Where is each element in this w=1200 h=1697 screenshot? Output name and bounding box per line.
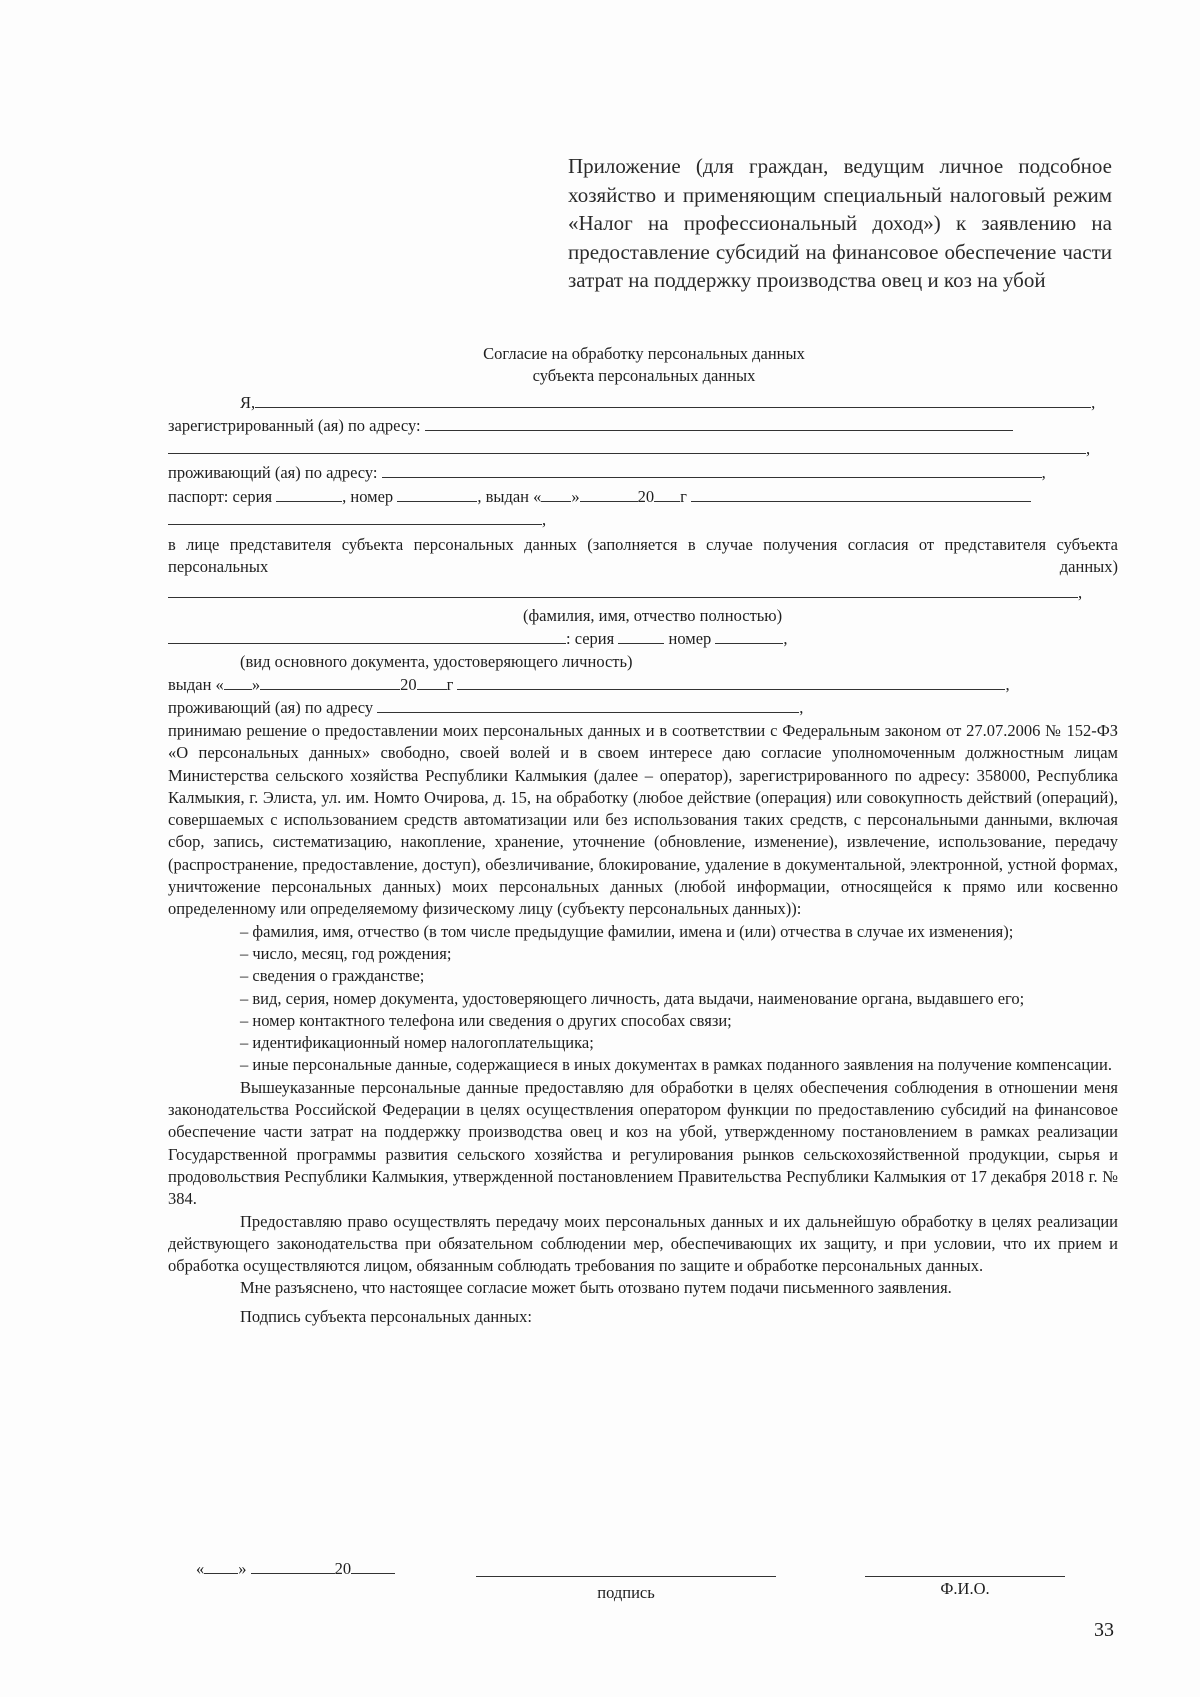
consent-subtitle: субъекта персональных данных: [532, 366, 756, 385]
form-line-name: [240, 392, 1120, 414]
quote-close: »: [238, 1559, 247, 1578]
registered-label: зарегистрированный (ая) по адресу:: [168, 416, 421, 435]
data-item-7: – иные персональные данные, содержащиеся в иных документах в рамках поданного заявления на получение компенсации.: [240, 1055, 1112, 1075]
quote-open: «: [196, 1559, 205, 1578]
number-label: номер: [668, 629, 712, 648]
signature-date: [196, 1558, 496, 1580]
year-suffix: г: [680, 487, 687, 506]
form-line-registered-cont: [168, 438, 1118, 460]
rep-issued-day-field[interactable]: [224, 674, 252, 690]
sign-year-field[interactable]: [351, 1558, 395, 1574]
quote-close: »: [251, 675, 261, 694]
issued-label: , выдан «: [477, 487, 542, 506]
issued-year-field[interactable]: [654, 486, 680, 502]
issued-day-field[interactable]: [541, 486, 571, 502]
signature-caption: подпись: [597, 1583, 655, 1602]
issued-by-field-2[interactable]: [168, 509, 542, 525]
comma: ,: [1078, 583, 1083, 602]
consent-paragraph-1: принимаю решение о предоставлении моих персональных данных и в соответствии с Федеральным законом от 27.07.2006 № 152-ФЗ «О персональных данных» свободно, своей волей и в своем интересе даю согласие уполномоченным должностным лицам Министерства сельского хозяйства Республики Калмыкия (далее – оператор), зарегистрированного по адресу: 358000, Республика Калмыкия, г. Элиста, ул. им. Номто Очирова, д. 15, на обработку (любое действие (операция) или совокупность действий (операций), совершаемых с использованием средств автоматизации или без использования таких средств, с персональными данными, включая сбор, запись, систематизацию, накопление, хранение, уточнение (обновление, изменение), извлечение, использование, передачу (распространение, предоставление, доступ), обезличивание, блокирование, удаление в документальной, электронной, устной формах, уничтожение персональных данных) моих персональных данных (любой информации, относящейся к прямо или косвенно определенному или определяемому физическому лицу (субъекту персональных данных)):: [168, 721, 1118, 919]
fio-caption: (фамилия, имя, отчество полностью): [523, 606, 783, 625]
data-item-4: – вид, серия, номер документа, удостоверяющего личность, дата выдачи, наименование органа, выдавшего его;: [240, 988, 1025, 1008]
comma: ,: [1086, 439, 1091, 458]
residing-address-field[interactable]: [382, 462, 1042, 478]
rep-issued-by-field[interactable]: [457, 674, 1005, 690]
consent-title: Согласие на обработку персональных данных: [483, 344, 805, 363]
passport-number-label: , номер: [342, 487, 394, 506]
year-prefix: 20: [334, 1559, 352, 1578]
ya-label: Я,: [240, 393, 256, 412]
rep-issued-year-field[interactable]: [417, 674, 447, 690]
comma: ,: [1091, 393, 1096, 412]
data-item-2: – число, месяц, год рождения;: [240, 943, 452, 963]
registered-address-field[interactable]: [425, 415, 1013, 431]
sign-day-field[interactable]: [204, 1558, 238, 1574]
consent-body: [168, 720, 1118, 1328]
data-item-6: – идентификационный номер налогоплательщика;: [240, 1033, 594, 1053]
quote-close: »: [571, 487, 580, 506]
comma: ,: [542, 510, 547, 529]
form-line-registered: [168, 415, 1118, 437]
fio-signature-caption: Ф.И.О.: [940, 1579, 990, 1598]
fio-signature-line[interactable]: [865, 1576, 1065, 1577]
issued-month-field[interactable]: [580, 486, 638, 502]
name-field[interactable]: [255, 392, 1091, 408]
consent-paragraph-3: Предоставляю право осуществлять передачу моих персональных данных и их дальнейшую обработку в целях реализации действующего законодательства при обязательном соблюдении мер, обеспечивающих их защиту, и при условии, что их прием и обработка осуществляются лицом, обязанным соблюдать требования по защите и обработке персональных данных.: [168, 1211, 1118, 1276]
sign-month-field[interactable]: [251, 1558, 335, 1574]
representative-field[interactable]: [168, 582, 1078, 598]
consent-paragraph-2: Вышеуказанные персональные данные предоставляю для обработки в целях обеспечения соблюдения в отношении меня законодательства Российской Федерации в целях осуществления оператором функции по предоставлению субсидий на финансовое обеспечение части затрат на поддержку производства овец и коз на убой, утвержденному постановлением в рамках реализации Государственной программы развития сельского хозяйства и регулирования рынков сельскохозяйственной продукции, сырья и продовольствия Республики Калмыкия, утвержденной постановлением Правительства Республики Калмыкия от 17 декабря 2018 г. № 384.: [168, 1077, 1118, 1209]
year-prefix: 20: [637, 487, 655, 506]
residing2-label: проживающий (ая) по адресу: [168, 698, 374, 717]
passport-number-field[interactable]: [397, 486, 477, 502]
signature-line[interactable]: [476, 1576, 776, 1577]
year-suffix: г: [446, 675, 454, 694]
data-item-3: – сведения о гражданстве;: [240, 966, 425, 986]
appendix-note: Приложение (для граждан, ведущим личное подсобное хозяйство и применяющим специальный налоговый режим «Налог на профессиональный доход») к заявлению на предоставление субсидий на финансовое обеспечение части затрат на поддержку производства овец и коз на убой: [568, 154, 1112, 292]
comma: ,: [1041, 463, 1046, 482]
comma: ,: [783, 629, 788, 648]
rep-document-type-field[interactable]: [168, 628, 566, 644]
comma: ,: [1005, 675, 1010, 694]
comma: ,: [799, 698, 804, 717]
form-line-passport: [168, 486, 1118, 508]
data-item-5: – номер контактного телефона или сведения о других способах связи;: [240, 1010, 732, 1030]
form-line-rep-document: [168, 628, 1118, 650]
data-item-1: – фамилия, имя, отчество (в том числе предыдущие фамилии, имена и (или) отчества в случае их изменения);: [240, 921, 1014, 941]
issued2-label: выдан «: [168, 675, 224, 694]
passport-series-label: паспорт: серия: [168, 487, 273, 506]
passport-series-field[interactable]: [276, 486, 342, 502]
form-line-rep-issued: [168, 674, 1118, 696]
form-line-issued-cont: [168, 509, 1118, 531]
page-number: 33: [1094, 1619, 1114, 1641]
form-line-residing: [168, 462, 1118, 484]
registered-address-field-2[interactable]: [168, 438, 1086, 454]
issued-by-field[interactable]: [691, 486, 1031, 502]
representative-note: в лице представителя субъекта персональных данных (заполняется в случае получения согласия от представителя субъекта персональных данных): [168, 535, 1118, 577]
rep-residing-field[interactable]: [377, 697, 799, 713]
rep-number-field[interactable]: [715, 628, 783, 644]
form-line-rep-residing: [168, 697, 1118, 719]
signature-label: Подпись субъекта персональных данных:: [240, 1306, 532, 1326]
consent-paragraph-4: Мне разъяснено, что настоящее согласие может быть отозвано путем подачи письменного заявления.: [240, 1278, 952, 1298]
series-label: : серия: [566, 629, 615, 648]
form-line-representative: [168, 582, 1118, 604]
year-prefix: 20: [400, 675, 417, 694]
rep-series-field[interactable]: [618, 628, 664, 644]
doc-caption: (вид основного документа, удостоверяющего личность): [240, 652, 633, 671]
residing-label: проживающий (ая) по адресу:: [168, 463, 378, 482]
rep-issued-month-field[interactable]: [260, 674, 400, 690]
